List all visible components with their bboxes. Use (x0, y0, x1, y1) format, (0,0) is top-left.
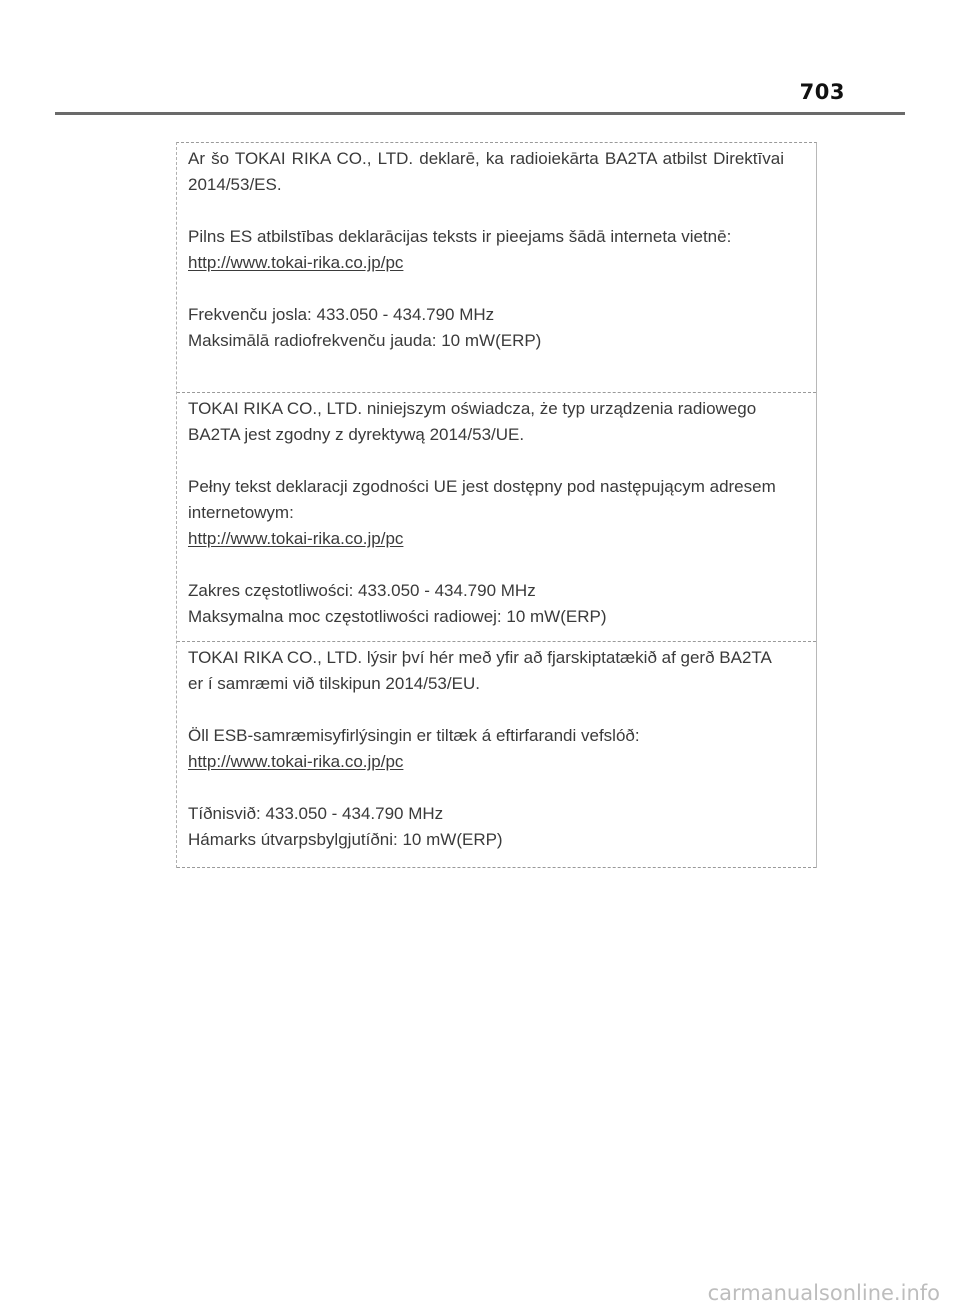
max-power: Hámarks útvarpsbylgjutíðni: 10 mW(ERP) (188, 830, 503, 849)
declaration-fulltext-note: Öll ESB-samræmisyfirlýsingin er tiltæk á eftirfarandi vefslóð: (188, 726, 640, 745)
declaration-url-link[interactable]: http://www.tokai-rika.co.jp/pc (188, 752, 404, 771)
max-power: Maksymalna moc częstotliwości radiowej: 10 mW(ERP) (188, 607, 607, 626)
frequency-band: Zakres częstotliwości: 433.050 - 434.790 MHz (188, 581, 536, 600)
declaration-section-icelandic (177, 642, 816, 868)
declaration-statement: TOKAI RIKA CO., LTD. lýsir því hér með yfir að fjarskiptatækið af gerð BA2TA er í samræmi við tilskipun 2014/53/EU. (188, 648, 771, 693)
max-power: Maksimālā radiofrekvenču jauda: 10 mW(ERP) (188, 331, 542, 350)
declaration-fulltext-note: Pełny tekst deklaracji zgodności UE jest dostępny pod następującym adresem internetowym: (188, 477, 776, 522)
declaration-url-link[interactable]: http://www.tokai-rika.co.jp/pc (188, 253, 404, 272)
declaration-section-polish (177, 393, 816, 642)
header-rule (55, 112, 905, 115)
declaration-statement: Ar šo TOKAI RIKA CO., LTD. deklarē, ka radioiekārta BA2TA atbilst Direktīvai 2014/53/ES. (188, 149, 784, 194)
paragraph-gap (188, 198, 784, 224)
page-number: 703 (799, 80, 845, 104)
site-watermark: carmanualsonline.info (707, 1281, 940, 1305)
declaration-section-latvian (177, 143, 816, 393)
declaration-url-link[interactable]: http://www.tokai-rika.co.jp/pc (188, 529, 404, 548)
declaration-fulltext-note: Pilns ES atbilstības deklarācijas teksts ir pieejams šādā interneta vietnē: (188, 227, 732, 246)
frequency-band: Frekvenču josla: 433.050 - 434.790 MHz (188, 305, 495, 324)
paragraph-gap (188, 276, 784, 302)
declarations-box (176, 142, 817, 868)
paragraph-gap (188, 448, 784, 474)
paragraph-gap (188, 697, 784, 723)
frequency-band: Tíðnisvið: 433.050 - 434.790 MHz (188, 804, 444, 823)
paragraph-gap (188, 552, 784, 578)
declaration-statement: TOKAI RIKA CO., LTD. niniejszym oświadcza, że typ urządzenia radiowego BA2TA jest zgodny z dyrektywą 2014/53/UE. (188, 399, 757, 444)
paragraph-gap (188, 775, 784, 801)
